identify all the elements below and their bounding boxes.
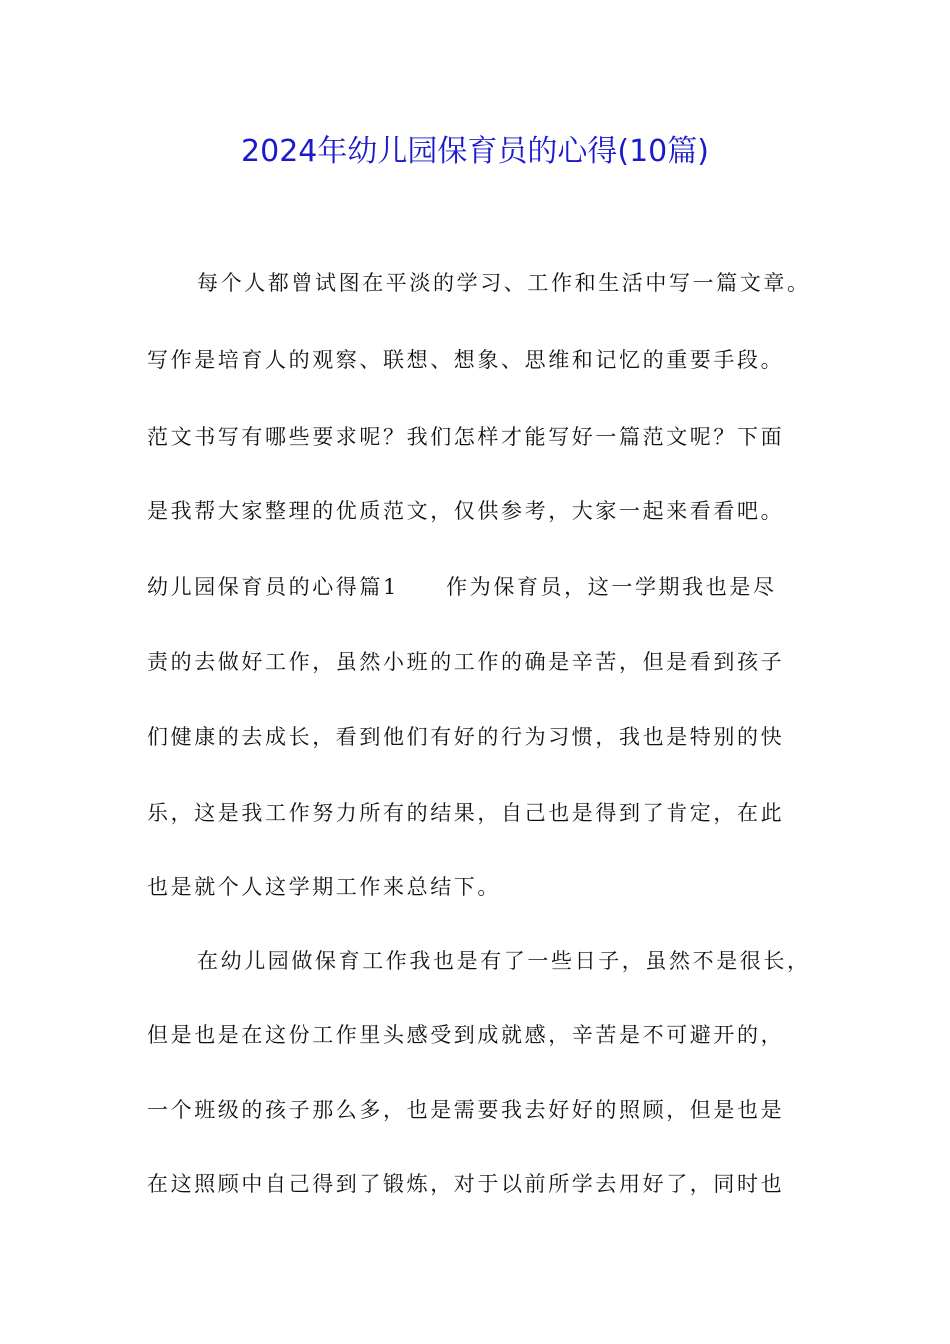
paragraph-line: 乐，这是我工作努力所有的结果，自己也是得到了肯定，在此 [147, 801, 785, 825]
paragraph-line: 也是就个人这学期工作来总结下。 [147, 875, 501, 899]
paragraph-line: 范文书写有哪些要求呢？我们怎样才能写好一篇范文呢？下面 [147, 425, 785, 449]
paragraph-line: 是我帮大家整理的优质范文，仅供参考，大家一起来看看吧。 [147, 499, 785, 523]
paragraph-line: 责的去做好工作，虽然小班的工作的确是辛苦，但是看到孩子 [147, 650, 785, 674]
paragraph-line: 在幼儿园做保育工作我也是有了一些日子，虽然不是很长， [197, 949, 811, 973]
paragraph-line: 但是也是在这份工作里头感受到成就感，辛苦是不可避开的， [147, 1023, 785, 1047]
paragraph-line: 们健康的去成长，看到他们有好的行为习惯，我也是特别的快 [147, 725, 785, 749]
paragraph-line: 写作是培育人的观察、联想、想象、思维和记忆的重要手段。 [147, 348, 785, 372]
paragraph-line: 幼儿园保育员的心得篇1 作为保育员，这一学期我也是尽 [147, 575, 777, 599]
document-title: 2024年幼儿园保育员的心得(10篇) [241, 134, 709, 169]
paragraph-line: 一个班级的孩子那么多，也是需要我去好好的照顾，但是也是 [147, 1098, 785, 1122]
paragraph-line: 每个人都曾试图在平淡的学习、工作和生活中写一篇文章。 [197, 271, 811, 295]
paragraph-line: 在这照顾中自己得到了锻炼，对于以前所学去用好了，同时也 [147, 1172, 785, 1196]
